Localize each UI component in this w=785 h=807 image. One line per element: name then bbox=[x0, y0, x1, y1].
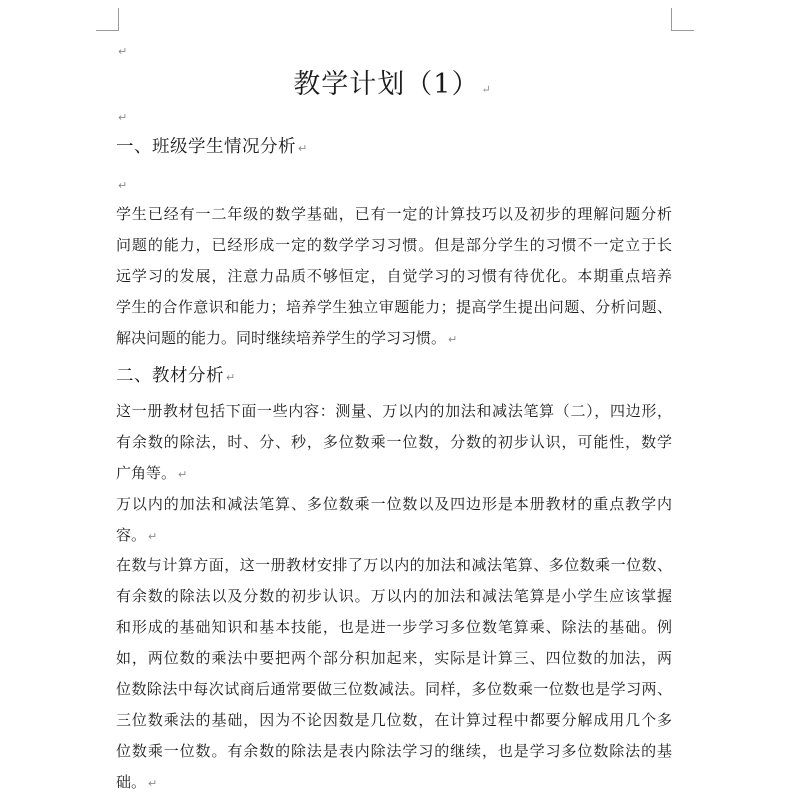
text-line bbox=[116, 520, 672, 551]
text-line: 万以内的加法和减法笔算、多位数乘一位数以及四边形是本册教材的重点教学内 bbox=[116, 495, 672, 513]
text-line bbox=[116, 323, 672, 354]
text-line: 在数与计算方面，这一册教材安排了万以内的加法和减法笔算、多位数乘一位数、 bbox=[116, 556, 672, 574]
page-corner-top-left bbox=[96, 8, 119, 31]
paragraph-mark-icon: ↵ bbox=[178, 468, 188, 481]
section-heading-1 bbox=[116, 133, 308, 158]
blank-line-3 bbox=[116, 174, 127, 193]
title-text: 教学计划（1） bbox=[293, 69, 480, 100]
text-line: 和形成的基础知识和基本技能，也是进一步学习多位数笔算乘、除法的基础。例 bbox=[116, 618, 672, 636]
text-line: 学生的合作意识和能力；培养学生独立审题能力；提高学生提出问题、分析问题、 bbox=[116, 298, 672, 316]
text-line: 如，两位数的乘法中要把两个部分积加起来，实际是计算三、四位数的加法，两 bbox=[116, 649, 672, 667]
paragraph-mark-icon: ↵ bbox=[118, 45, 128, 58]
text-line: 问题的能力，已经形成一定的数学学习习惯。但是部分学生的习惯不一定立于长 bbox=[116, 236, 672, 254]
line-text: 解决问题的能力。同时继续培养学生的学习习惯。 bbox=[116, 329, 447, 347]
page-corner-top-right bbox=[671, 8, 694, 31]
text-line: 学生已经有一二年级的数学基础，已有一定的计算技巧以及初步的理解问题分析 bbox=[116, 205, 672, 223]
text-line bbox=[116, 767, 672, 798]
text-line: 位数除法中每次试商后通常要做三位数减法。同样，多位数乘一位数也是学习两、 bbox=[116, 680, 672, 698]
blank-line-1 bbox=[116, 40, 127, 59]
text-line: 远学习的发展，注意力品质不够恒定，自觉学习的习惯有待优化。本期重点培养 bbox=[116, 267, 672, 285]
document-title bbox=[0, 62, 785, 101]
blank-line-2 bbox=[116, 106, 127, 125]
paragraph-mark-icon: ↵ bbox=[226, 371, 236, 384]
paragraph-mark-icon: ↵ bbox=[481, 83, 492, 96]
paragraph-mark-icon: ↵ bbox=[118, 111, 128, 124]
text-line: 有余数的除法，时、分、秒，多位数乘一位数，分数的初步认识，可能性，数学 bbox=[116, 433, 672, 451]
paragraph-mark-icon: ↵ bbox=[298, 142, 308, 155]
line-text: 容。 bbox=[116, 526, 147, 544]
paragraph-textbook-contents bbox=[116, 396, 672, 489]
text-line: 位数乘一位数。有余数的除法是表内除法学习的继续，也是学习多位数除法的基 bbox=[116, 742, 672, 760]
text-line bbox=[116, 458, 672, 489]
paragraph-mark-icon: ↵ bbox=[448, 333, 458, 346]
heading-text: 二、教材分析 bbox=[116, 366, 224, 386]
text-line: 三位数乘法的基础，因为不论因数是几位数，在计算过程中都要分解成用几个多 bbox=[116, 711, 672, 729]
paragraph-number-and-calculation bbox=[116, 550, 672, 798]
line-text: 广角等。 bbox=[116, 464, 177, 482]
text-line: 有余数的除法以及分数的初步认识。万以内的加法和减法笔算是小学生应该掌握 bbox=[116, 587, 672, 605]
paragraph-mark-icon: ↵ bbox=[148, 777, 158, 790]
paragraph-mark-icon: ↵ bbox=[148, 530, 158, 543]
paragraph-mark-icon: ↵ bbox=[118, 179, 128, 192]
heading-text: 一、班级学生情况分析 bbox=[116, 137, 296, 157]
paragraph-class-analysis bbox=[116, 199, 672, 354]
paragraph-key-content bbox=[116, 489, 672, 551]
line-text: 础。 bbox=[116, 773, 147, 791]
section-heading-2 bbox=[116, 362, 236, 387]
text-line: 这一册教材包括下面一些内容：测量、万以内的加法和减法笔算（二），四边形， bbox=[116, 402, 672, 420]
